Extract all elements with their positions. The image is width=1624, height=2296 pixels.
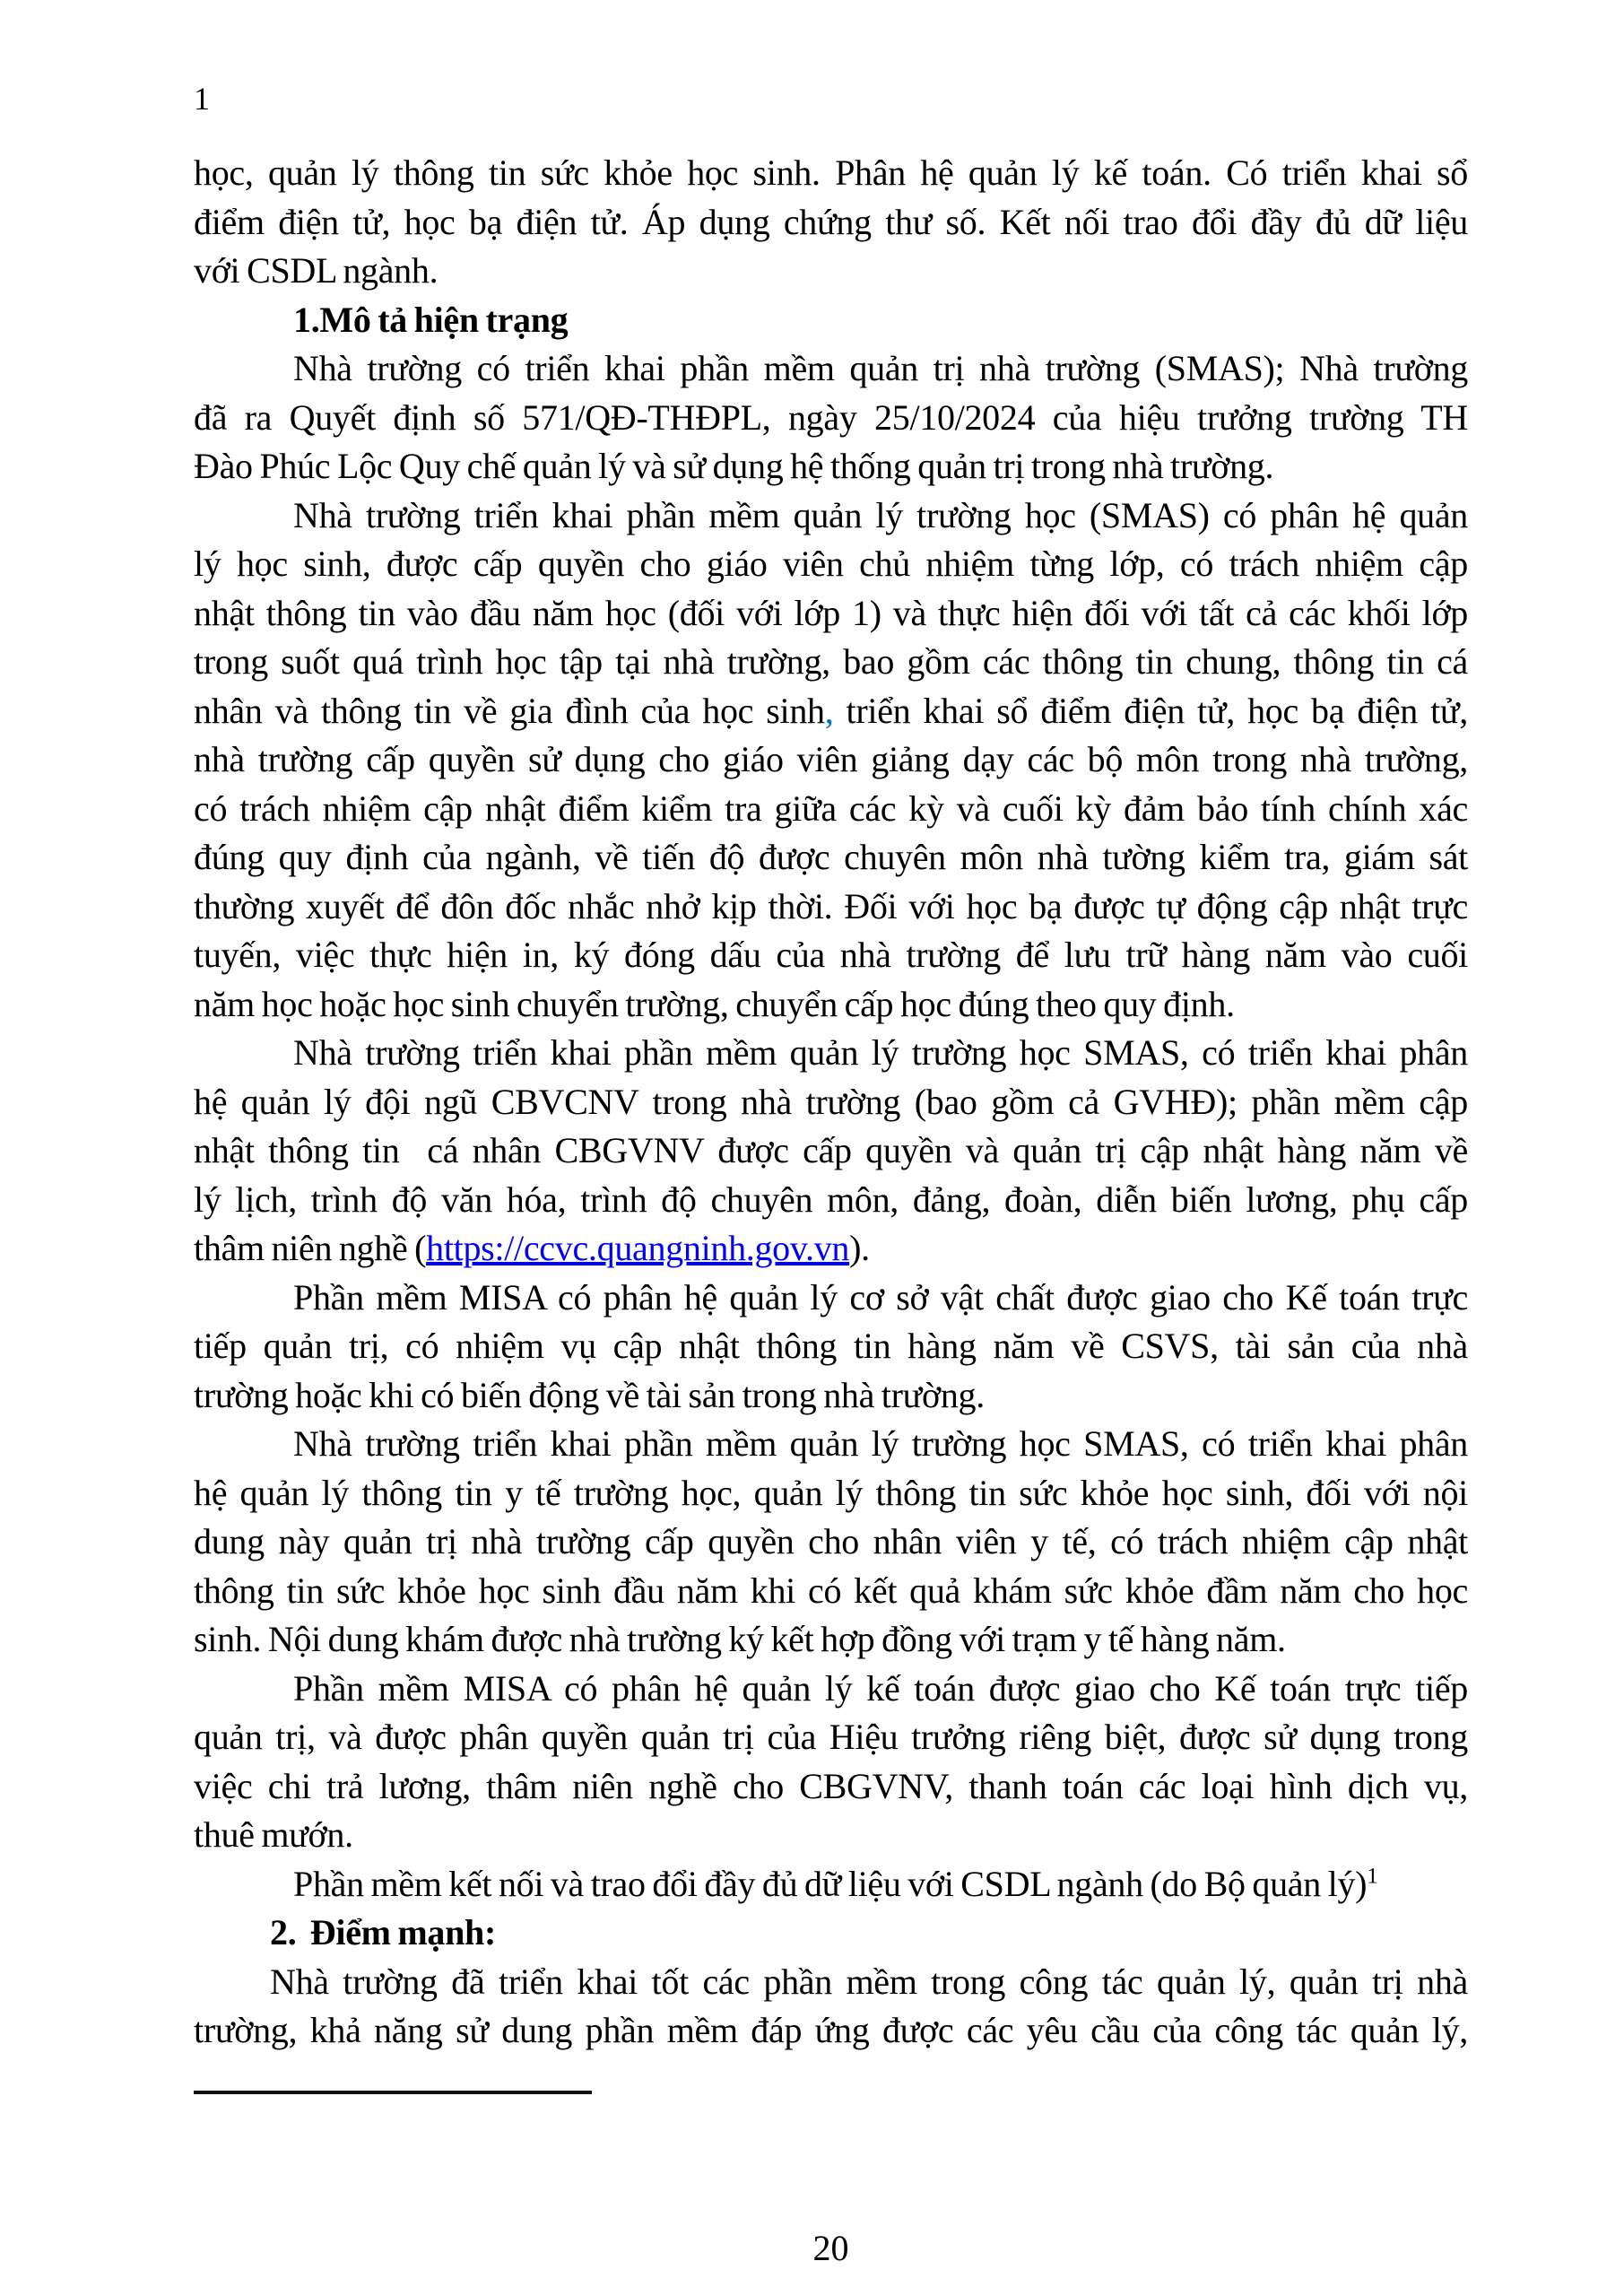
text-line bbox=[194, 394, 1468, 443]
footnote-reference-superscript: 1 bbox=[1367, 1864, 1378, 1889]
text-line bbox=[194, 735, 1468, 785]
text-segment: tuyến, việc thực hiện in, ký đóng dấu của nhà trường để lưu trữ hàng năm vào cuối bbox=[194, 935, 1468, 975]
text-segment: trong suốt quá trình học tập tại nhà trường, bao gồm các thông tin chung, thông tin cá bbox=[194, 641, 1468, 682]
highlighted-comma: , bbox=[824, 690, 834, 731]
page-number: 20 bbox=[812, 2228, 849, 2268]
text-line bbox=[194, 785, 1468, 834]
text-line bbox=[194, 687, 1468, 736]
text-line bbox=[194, 1811, 1468, 1860]
text-segment: sinh. Nội dung khám được nhà trường ký kết hợp đồng với trạm y tế hàng năm. bbox=[194, 1619, 1286, 1659]
text-segment: trường, khả năng sử dung phần mềm đáp ứng được các yêu cầu của công tác quản lý, bbox=[194, 2010, 1468, 2050]
text-segment: nhật thông tin vào đầu năm học (đối với lớp 1) và thực hiện đối với tất cả các khối lớp bbox=[194, 592, 1468, 633]
text-segment: Nhà trường có triển khai phần mềm quản trị nhà trường (SMAS); Nhà trường bbox=[293, 348, 1468, 388]
text-line bbox=[194, 296, 1468, 345]
text-line bbox=[194, 1713, 1468, 1762]
text-segment: Nhà trường triển khai phần mềm quản lý trường học (SMAS) có phân hệ quản bbox=[293, 494, 1468, 535]
text-segment: thường xuyết để đôn đốc nhắc nhở kịp thời. Đối với học bạ được tự động cập nhật trực bbox=[194, 885, 1468, 926]
text-segment: năm học hoặc học sinh chuyển trường, chuyển cấp học đúng theo quy định. bbox=[194, 983, 1235, 1024]
text-line bbox=[194, 344, 1468, 394]
text-line bbox=[194, 638, 1468, 687]
text-line bbox=[194, 1469, 1468, 1518]
text-segment: có trách nhiệm cập nhật điểm kiểm tra giữa các kỳ và cuối kỳ đảm bảo tính chính xác bbox=[194, 787, 1468, 829]
text-line bbox=[194, 247, 1468, 296]
text-segment: Nhà trường đã triển khai tốt các phần mềm trong công tác quản lý, quản trị nhà bbox=[270, 1961, 1468, 2002]
text-segment: lý học sinh, được cấp quyền cho giáo viên chủ nhiệm từng lớp, có trách nhiệm cập bbox=[194, 544, 1468, 584]
text-line bbox=[194, 1420, 1468, 1469]
text-segment: Nhà trường triển khai phần mềm quản lý trường học SMAS, có triển khai phân bbox=[293, 1423, 1468, 1464]
text-segment: nhà trường cấp quyền sử dụng cho giáo viên giảng dạy các bộ môn trong nhà trường, bbox=[194, 739, 1468, 779]
text-line bbox=[194, 1665, 1468, 1714]
text-segment: Phần mềm kết nối và trao đổi đầy đủ dữ liệu với CSDL ngành (do Bộ quản lý) bbox=[293, 1863, 1368, 1904]
text-segment: thâm niên nghề ( bbox=[194, 1228, 427, 1268]
text-line bbox=[194, 931, 1468, 980]
text-line bbox=[194, 1029, 1468, 1078]
text-segment: triển khai sổ điểm điện tử, học bạ điện tử, bbox=[833, 690, 1468, 731]
text-line bbox=[194, 1615, 1468, 1665]
text-segment: trường hoặc khi có biến động về tài sản trong nhà trường. bbox=[194, 1374, 985, 1415]
text-line bbox=[194, 1224, 1468, 1274]
link-ccvc-quangninh[interactable]: https://ccvc.quangninh.gov.vn bbox=[426, 1228, 850, 1268]
text-line bbox=[194, 1274, 1468, 1323]
text-segment: thuê mướn. bbox=[194, 1814, 353, 1855]
text-line bbox=[194, 1078, 1468, 1127]
text-line bbox=[194, 1909, 1468, 1958]
text-line bbox=[194, 883, 1468, 932]
text-segment: Đào Phúc Lộc Quy chế quản lý và sử dụng hệ thống quản trị trong nhà trường. bbox=[194, 446, 1274, 486]
text-segment: việc chi trả lương, thâm niên nghề cho CBGVNV, thanh toán các loại hình dịch vụ, bbox=[194, 1765, 1468, 1806]
text-line bbox=[194, 1176, 1468, 1225]
text-segment: đã ra Quyết định số 571/QĐ-THĐPL, ngày 25/10/2024 của hiệu trưởng trường TH bbox=[194, 396, 1468, 438]
text-segment: hệ quản lý thông tin y tế trường học, quản lý thông tin sức khỏe học sinh, đối với nội bbox=[194, 1472, 1468, 1513]
text-line bbox=[194, 1567, 1468, 1616]
text-line bbox=[194, 491, 1468, 541]
text-segment: hệ quản lý đội ngũ CBVCNV trong nhà trường (bao gồm cả GVHĐ); phần mềm cập bbox=[194, 1081, 1468, 1122]
text-segment: Nhà trường triển khai phần mềm quản lý trường học SMAS, có triển khai phân bbox=[293, 1032, 1468, 1073]
text-line bbox=[194, 1322, 1468, 1371]
footnote-separator bbox=[194, 2091, 592, 2094]
text-line bbox=[194, 833, 1468, 883]
text-line bbox=[194, 442, 1468, 491]
text-line bbox=[194, 540, 1468, 589]
text-segment: thông tin sức khỏe học sinh đầu năm khi có kết quả khám sức khỏe đầm năm cho học bbox=[194, 1570, 1468, 1611]
text-segment: quản trị, và được phân quyền quản trị của Hiệu trưởng riêng biệt, được sử dụng trong bbox=[194, 1717, 1468, 1757]
text-segment: đúng quy định của ngành, về tiến độ được chuyên môn nhà tường kiểm tra, giám sát bbox=[194, 837, 1468, 877]
text-line bbox=[194, 2006, 1468, 2056]
text-segment: Phần mềm MISA có phân hệ quản lý cơ sở vật chất được giao cho Kế toán trực bbox=[293, 1276, 1468, 1318]
document-body bbox=[194, 149, 1468, 2056]
header-number: 1 bbox=[194, 81, 210, 117]
text-segment: lý lịch, trình độ văn hóa, trình độ chuyên môn, đảng, đoàn, diễn biến lương, phụ cấp bbox=[194, 1178, 1468, 1220]
text-line bbox=[194, 589, 1468, 639]
text-line bbox=[194, 1762, 1468, 1812]
text-line bbox=[194, 198, 1468, 248]
text-segment: tiếp quản trị, có nhiệm vụ cập nhật thông tin hàng năm về CSVS, tài sản của nhà bbox=[194, 1326, 1468, 1366]
text-segment: điểm điện tử, học bạ điện tử. Áp dụng chứng thư số. Kết nối trao đổi đầy đủ dữ liệu bbox=[194, 201, 1468, 242]
text-segment: nhật thông tin cá nhân CBGVNV được cấp quyền và quản trị cập nhật hàng năm về bbox=[194, 1130, 1468, 1170]
text-line bbox=[194, 980, 1468, 1030]
heading-text: 1.Mô tả hiện trạng bbox=[293, 299, 569, 340]
text-segment: với CSDL ngành. bbox=[194, 250, 439, 291]
heading-text: 2. Điểm mạnh: bbox=[270, 1912, 497, 1952]
text-line bbox=[194, 149, 1468, 198]
text-line bbox=[194, 1126, 1468, 1176]
text-segment: dung này quản trị nhà trường cấp quyền cho nhân viên y tế, có trách nhiệm cập nhật bbox=[194, 1521, 1468, 1561]
text-segment: nhân và thông tin về gia đình của học sinh bbox=[194, 690, 825, 731]
text-line bbox=[194, 1958, 1468, 2007]
text-segment: ). bbox=[849, 1228, 870, 1268]
text-segment: học, quản lý thông tin sức khỏe học sinh. Phân hệ quản lý kế toán. Có triển khai sổ bbox=[194, 152, 1468, 193]
text-segment: Phần mềm MISA có phân hệ quản lý kế toán được giao cho Kế toán trực tiếp bbox=[293, 1667, 1468, 1709]
text-line bbox=[194, 1518, 1468, 1567]
text-line bbox=[194, 1371, 1468, 1421]
text-line bbox=[194, 1860, 1468, 1909]
